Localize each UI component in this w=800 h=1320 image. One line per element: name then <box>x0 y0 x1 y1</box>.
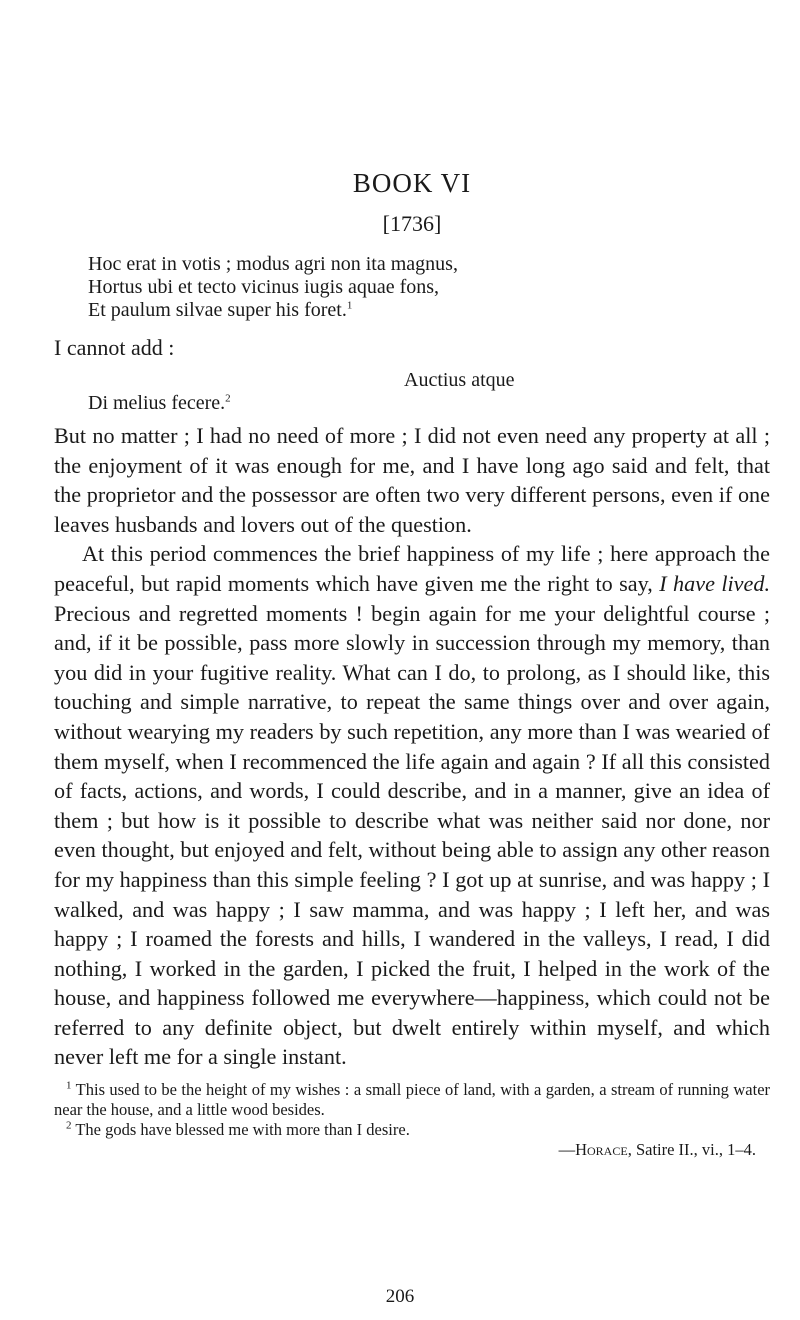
attribution <box>54 1140 756 1160</box>
verse-line <box>88 299 770 322</box>
year-marker: [1736] <box>382 211 442 236</box>
paragraph-2-rest: Precious and regretted moments ! begin again for me your delightful course ; and, if it be possible, pass more slowly in succession through my memory, than you did in your fugitive reality. What can I do, to prolong, as I should like, this touching and simple narrative, to repeat the same things over and over again, without wearying my readers by such repetition, any more than I was wearied of them myself, when I recommenced the life again and again ? If all this consisted of facts, actions, and words, I could describe, and in a manner, give an idea of them ; but how is it possible to describe what was neither said nor done, nor even thought, but enjoyed and felt, without being able to assign any other reason for my happiness than this simple feeling ? I got up at sunrise, and was happy ; I walked, and was happy ; I saw mamma, and was happy ; I left her, and was happy ; I roamed the forests and hills, I wandered in the valleys, I read, I did nothing, I worked in the garden, I picked the fruit, I helped in the work of the house, and happiness followed me everywhere—happiness, which could not be referred to any definite object, but dwelt entirely within myself, and which never left me for a single instant. <box>54 600 770 1070</box>
latin-verse-2-second <box>88 392 770 415</box>
footnote-ref-1: 1 <box>346 299 353 312</box>
page-content <box>54 168 770 1160</box>
latin-verse-2-first: Auctius atque <box>404 369 515 391</box>
footnotes <box>54 1080 770 1160</box>
verse-line: Hoc erat in votis ; modus agri non ita magnus, <box>88 253 458 275</box>
attribution-dash: — <box>558 1140 576 1160</box>
footnote-text: This used to be the height of my wishes : a small piece of land, with a garden, a stream of running water near the house, and a little wood besides. <box>54 1080 771 1120</box>
cannot-add-line: I cannot add : <box>54 335 175 360</box>
verse-line-text: Di melius fecere. <box>88 392 226 414</box>
emphasis-i-have-lived: I have lived. <box>659 570 771 596</box>
paragraph-2-start: At this period commences the brief happiness of my life ; here approach the peaceful, but rapid moments which have given me the right to say, <box>54 541 770 596</box>
body-text <box>54 421 770 1072</box>
footnote-1 <box>54 1080 770 1120</box>
footnote-2 <box>54 1120 770 1140</box>
chapter-heading: BOOK VI <box>352 168 472 198</box>
footnote-mark: 2 <box>66 1119 72 1132</box>
attribution-source: , Satire II., vi., 1–4. <box>627 1140 756 1160</box>
footnote-text: The gods have blessed me with more than I desire. <box>75 1120 410 1140</box>
paragraph-1: But no matter ; I had no need of more ; I did not even need any property at all ; the enjoyment of it was enough for me, and I have long ago said and felt, that the proprietor and the possessor are often two very different persons, even if one leaves husbands and lovers out of the question. <box>54 423 770 537</box>
verse-line: Hortus ubi et tecto vicinus iugis aquae fons, <box>88 276 440 298</box>
page-number: 206 <box>385 1286 415 1307</box>
footnote-mark: 1 <box>66 1079 72 1092</box>
latin-verse-1 <box>88 253 770 322</box>
attribution-author: Horace <box>575 1140 628 1160</box>
footnote-ref-2: 2 <box>225 392 231 405</box>
verse-line-text: Et paulum silvae super his foret. <box>88 299 347 321</box>
paragraph-2 <box>54 539 770 1072</box>
